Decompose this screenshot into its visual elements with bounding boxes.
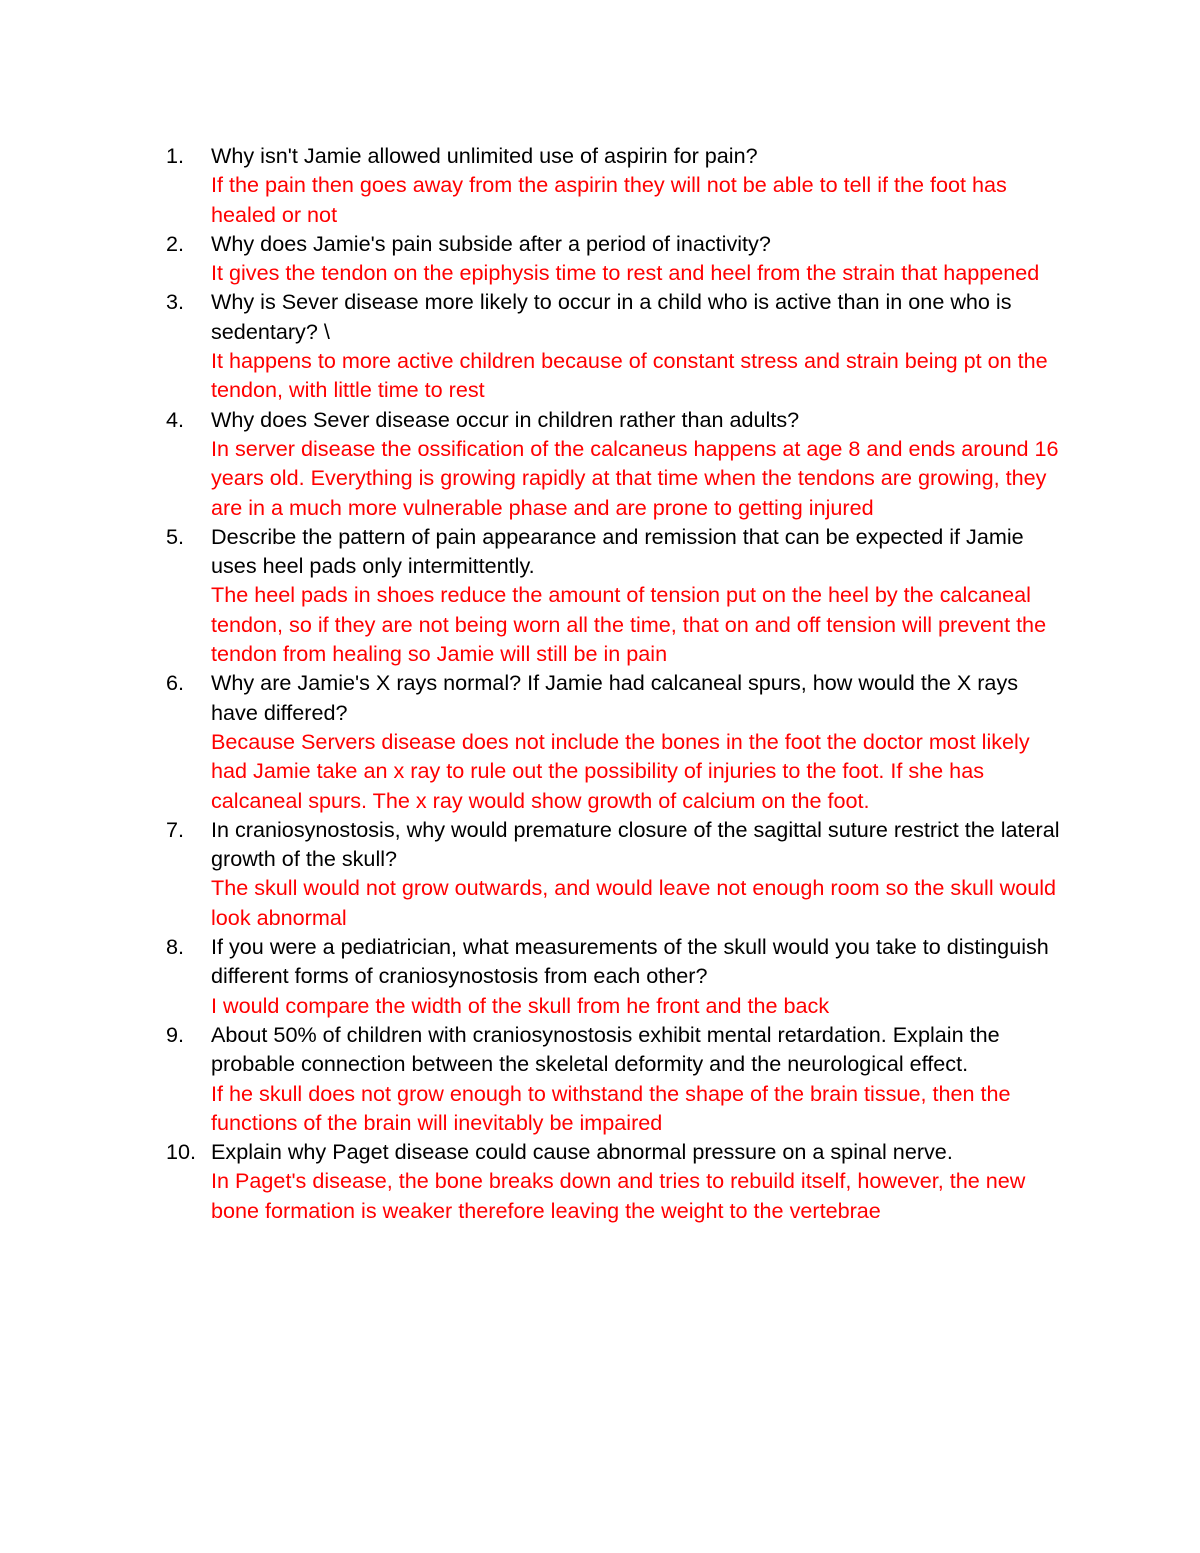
answer-text: In server disease the ossification of the calcaneus happens at age 8 and ends around 16 years old. Everything is growing rapidly at that time when the tendons are growing, they are in a much more vulnerable phase and are prone to getting injured xyxy=(211,435,1059,520)
item-number: 8. xyxy=(166,934,185,960)
question-list xyxy=(166,141,1066,1225)
item-number: 6. xyxy=(166,670,185,696)
item-number: 7. xyxy=(166,816,185,842)
list-item xyxy=(166,668,1066,814)
answer-text: The heel pads in shoes reduce the amount of tension put on the heel by the calcaneal tendon, so if they are not being worn all the time, that on and off tension will prevent the tendon from healing so Jamie will still be in pain xyxy=(211,582,1047,667)
item-number: 1. xyxy=(166,143,185,168)
question-text: Why does Sever disease occur in children rather than adults? xyxy=(211,406,800,432)
list-item xyxy=(166,815,1066,932)
question-text: Why are Jamie's X rays normal? If Jamie had calcaneal spurs, how would the X rays have differed? xyxy=(211,670,1019,725)
list-item xyxy=(166,522,1066,668)
question-text: Describe the pattern of pain appearance and remission that can be expected if Jamie uses heel pads only intermittently. xyxy=(211,523,1024,579)
question-text: About 50% of children with craniosynostosis exhibit mental retardation. Explain the probable connection between the skeletal deformity and the neurological effect. xyxy=(211,1021,1000,1077)
answer-text: It gives the tendon on the epiphysis time to rest and heel from the strain that happened xyxy=(211,260,1040,286)
answer-text: It happens to more active children because of constant stress and strain being pt on the tendon, with little time to rest xyxy=(211,348,1048,403)
question-text: Why is Sever disease more likely to occur in a child who is active than in one who is sedentary? \ xyxy=(211,289,1012,344)
item-number: 3. xyxy=(166,289,185,315)
item-number: 5. xyxy=(166,523,185,549)
list-item xyxy=(166,287,1066,404)
list-item xyxy=(166,229,1066,288)
list-item xyxy=(166,1137,1066,1225)
answer-text: I would compare the width of the skull from he front and the back xyxy=(211,992,830,1018)
answer-text: In Paget's disease, the bone breaks down and tries to rebuild itself, however, the new bone formation is weaker therefore leaving the weight to the vertebrae xyxy=(211,1168,1026,1223)
item-number: 2. xyxy=(166,230,185,256)
question-text: If you were a pediatrician, what measurements of the skull would you take to distinguish different forms of craniosynostosis from each other? xyxy=(211,934,1049,989)
list-item xyxy=(166,141,1066,229)
list-item xyxy=(166,405,1066,522)
question-text: Why does Jamie's pain subside after a period of inactivity? xyxy=(211,230,771,256)
question-text: In craniosynostosis, why would premature closure of the sagittal suture restrict the lateral growth of the skull? xyxy=(211,816,1060,872)
answer-text: If the pain then goes away from the aspirin they will not be able to tell if the foot has healed or not xyxy=(211,172,1007,227)
list-item xyxy=(166,1020,1066,1137)
item-number: 10. xyxy=(166,1139,197,1165)
answer-text: Because Servers disease does not include the bones in the foot the doctor most likely had Jamie take an x ray to rule out the possibility of injuries to the foot. If she has calcaneal spurs. The x ray would show growth of calcium on the foot. xyxy=(211,728,1030,813)
question-text: Why isn't Jamie allowed unlimited use of aspirin for pain? xyxy=(211,143,758,168)
question-text: Explain why Paget disease could cause abnormal pressure on a spinal nerve. xyxy=(211,1139,953,1165)
item-number: 4. xyxy=(166,406,185,432)
item-number: 9. xyxy=(166,1021,185,1047)
list-item xyxy=(166,932,1066,1020)
answer-text: The skull would not grow outwards, and would leave not enough room so the skull would look abnormal xyxy=(211,875,1057,930)
answer-text: If he skull does not grow enough to withstand the shape of the brain tissue, then the functions of the brain will inevitably be impaired xyxy=(211,1080,1011,1135)
